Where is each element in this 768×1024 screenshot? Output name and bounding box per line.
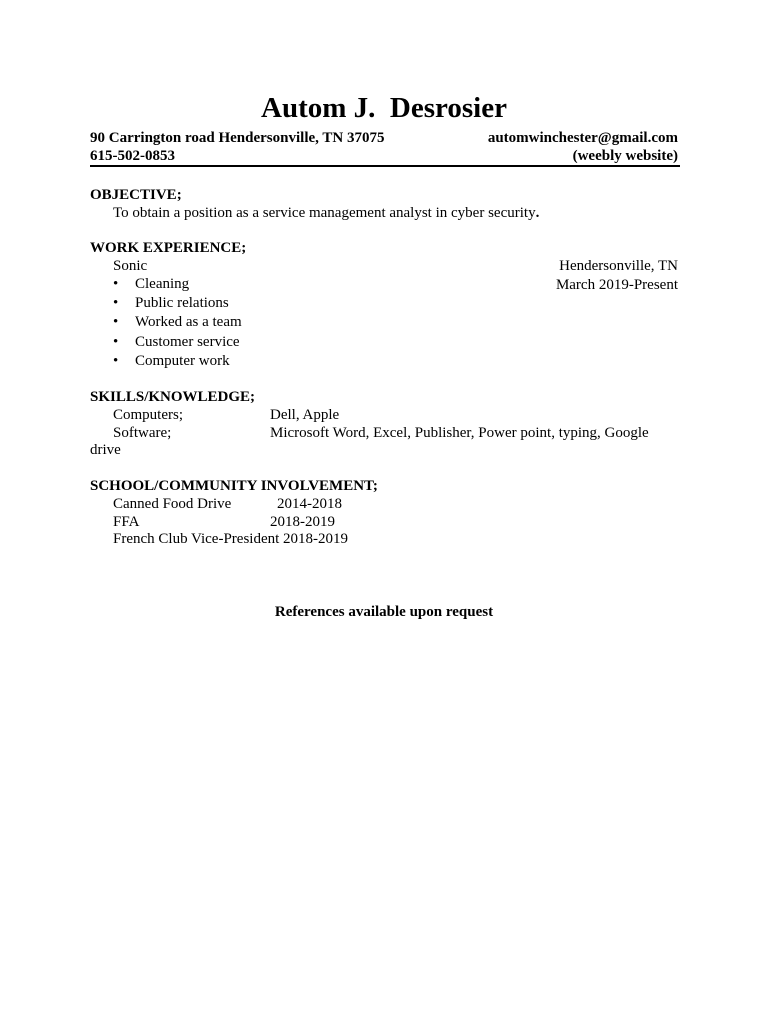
duty-text: Worked as a team (135, 314, 242, 331)
duty-text: Public relations (135, 295, 229, 312)
duty-text: Cleaning (135, 276, 190, 292)
involvement-heading: SCHOOL/COMMUNITY INVOLVEMENT; (90, 478, 378, 494)
employer: Sonic (113, 258, 148, 274)
email: automwinchester@gmail.com (487, 130, 678, 146)
list-item (113, 275, 242, 294)
involvement-name: Canned Food Drive (113, 496, 232, 512)
objective-sentence: To obtain a position as a service management analyst in cyber security (113, 205, 536, 221)
duty-list (113, 275, 242, 371)
skill-value: Dell, Apple (270, 407, 340, 423)
applicant-name: Autom J. Desrosier (261, 92, 507, 124)
bullet: • (113, 314, 119, 331)
phone: 615-502-0853 (90, 148, 175, 164)
bullet: • (113, 333, 119, 350)
header-divider (90, 165, 680, 167)
duty-text: Customer service (135, 333, 240, 350)
list-item (113, 313, 242, 332)
skills-heading: SKILLS/KNOWLEDGE; (90, 389, 256, 405)
references-note: References available upon request (274, 604, 494, 620)
work-heading: WORK EXPERIENCE; (90, 240, 247, 256)
work-dates: March 2019-Present (555, 277, 678, 293)
bullet: • (113, 276, 119, 292)
skill-value: Microsoft Word, Excel, Publisher, Power point, typing, Google (270, 425, 649, 441)
bullet: • (113, 352, 119, 369)
involvement-years: 2014-2018 (277, 496, 342, 512)
address: 90 Carrington road Hendersonville, TN 37075 (90, 130, 385, 146)
work-location: Hendersonville, TN (559, 258, 678, 274)
objective-heading: OBJECTIVE; (90, 187, 182, 203)
skill-label: Computers; (113, 407, 183, 423)
involvement-name: FFA (113, 514, 140, 530)
involvement-years: 2018-2019 (270, 514, 335, 530)
objective-period: . (535, 205, 540, 221)
website: (weebly website) (572, 148, 678, 164)
skill-value-wrap: drive (90, 442, 121, 458)
involvement-name: French Club Vice-President 2018-2019 (113, 531, 349, 547)
list-item (113, 294, 242, 313)
objective-text (113, 204, 539, 223)
skill-label: Software; (113, 425, 172, 441)
duty-text: Computer work (135, 352, 230, 369)
list-item (113, 352, 242, 371)
list-item (113, 333, 242, 352)
bullet: • (113, 295, 119, 312)
